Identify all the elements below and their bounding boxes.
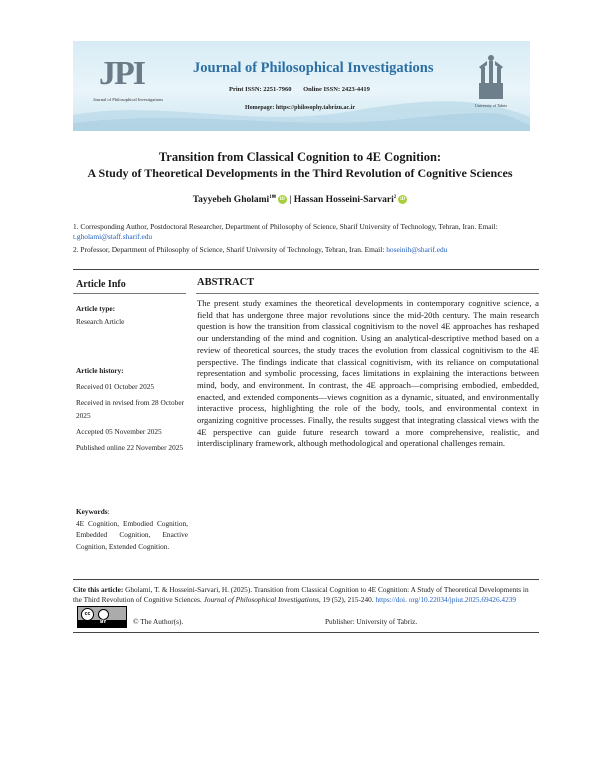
affiliation-1 (73, 222, 533, 242)
revised-date: Received in revised from 28 October 2025 (76, 398, 184, 420)
article-info-heading: Article Info (76, 279, 126, 290)
university-logo (471, 53, 511, 111)
keywords-block: Keywords: 4E Cognition, Embodied Cognition, Embedded Cognition, Enactive Cognition, Extended Cognition. (76, 507, 188, 551)
by-label: BY (100, 620, 107, 625)
citation-label: Cite this article: (73, 585, 124, 594)
article-history-block (76, 364, 188, 454)
article-type-value: Research Article (76, 317, 125, 326)
university-emblem-icon (471, 53, 511, 103)
online-issn: Online ISSN: 2423-4419 (303, 86, 370, 93)
article-title: Transition from Classical Cognition to 4E Cognition: (158, 150, 442, 164)
citation-volume: , 19 (52), 215-240. (318, 595, 376, 604)
journal-logo (93, 55, 164, 107)
print-issn: Print ISSN: 2251-7960 (229, 86, 292, 93)
journal-homepage-link[interactable]: Homepage: https://philosophy.tabrizu.ac.ir (245, 105, 356, 111)
doi-link[interactable]: https://doi. org/10.22034/jpiut.2025.69426.4239 (375, 595, 517, 604)
university-logo-caption: University of Tabriz (474, 103, 508, 108)
article-type-label: Article type: (76, 304, 116, 313)
article-history-label: Article history: (76, 366, 124, 375)
affiliation-1-email-link[interactable]: t.gholami@staff.sharif.edu (73, 232, 153, 241)
citation-text: Gholami, T. & Hosseini-Sarvari, H. (2025). Transition from Classical Cognition to 4E Cognition: A Study of Theoretical Developments in the Third Revolution of Cognitive Sciences. (73, 585, 529, 604)
divider-article-info (73, 293, 186, 294)
author-2-name: Hassan Hosseini-Sarvari (293, 195, 394, 206)
divider-abstract (196, 293, 539, 294)
author-1-superscript: 1✉ (269, 195, 276, 200)
author-2-superscript: 2 (393, 195, 397, 200)
author-1-name: Tayyebeh Gholami (192, 195, 270, 206)
affiliation-2 (73, 245, 533, 255)
copyright-text: © The Author(s). (133, 617, 184, 626)
journal-logo-caption: Journal of Philosophical Investigations (93, 97, 164, 102)
journal-banner (73, 41, 530, 131)
journal-name: Journal of Philosophical Investigations (193, 60, 434, 76)
article-subtitle: A Study of Theoretical Developments in the Third Revolution of Cognitive Sciences (87, 166, 513, 180)
publisher-text: Publisher: University of Tabriz. (325, 617, 418, 626)
affiliation-2-text: 2. Professor, Department of Philosophy of Science, Sharif University of Technology, Tehran, Iran. Email: (73, 245, 387, 254)
affiliation-2-email-link[interactable]: hoseinih@sharif.edu (386, 245, 448, 254)
keywords-label: Keywords (76, 507, 108, 516)
cc-icon: cc (81, 608, 94, 621)
citation-block (73, 585, 539, 605)
attribution-icon (98, 609, 109, 620)
received-date: Received 01 October 2025 (76, 382, 155, 391)
article-type-block (76, 302, 188, 328)
published-date: Published online 22 November 2025 (76, 443, 184, 452)
citation-journal: Journal of Philosophical Investigations (203, 595, 319, 604)
orcid-icon[interactable]: iD (279, 197, 285, 203)
keywords-list: 4E Cognition, Embodied Cognition, Embedded Cognition, Enactive Cognition, Extended Cognition. (76, 518, 188, 551)
abstract-heading: ABSTRACT (197, 277, 255, 288)
divider-bottom (73, 579, 539, 580)
author-separator: | (289, 195, 292, 206)
cc-by-license-icon[interactable] (77, 606, 127, 628)
affiliation-1-text: 1. Corresponding Author, Postdoctoral Researcher, Department of Philosophy of Science, Sharif University of Technology, Tehran, Iran. Email: (73, 222, 498, 231)
issn-line (229, 86, 380, 93)
accepted-date: Accepted 05 November 2025 (76, 427, 162, 436)
divider-footer (73, 632, 539, 633)
divider-top (73, 269, 539, 270)
orcid-icon[interactable]: iD (400, 197, 406, 203)
author-line (0, 194, 600, 205)
journal-logo-mark: JPI (99, 55, 144, 92)
abstract-text: The present study examines the theoretical developments in contemporary cognitive science, a field that has undergone three major revolutions since the mid-20th century. The main research question is how the transition from classical cognitivism to the novel 4E approaches has reshaped our understanding of the mind and cognition. Using an analytical-descriptive method based on a review of theoretical sources, the study traces the evolution from classical cognitivism to the 4E perspective. The findings indicate that classical cognitivism, with its reliance on computational representation and symbolic processing, faces limitations in explaining the interactions between mind, body, and environment. In contrast, the 4E approach—comprising embodied, embedded, enacted, and extended components—views cognition as a dynamic, situated, and environmentally interactive process, highlighting the role of the body, tools, and environmental context in organizing cognitive processes. Finally, the results suggest that integrating classical views with the 4E perspective can guide future research toward a more comprehensive, realistic, and interdisciplinary framework, although methodological and operational challenges remain. (197, 298, 539, 449)
